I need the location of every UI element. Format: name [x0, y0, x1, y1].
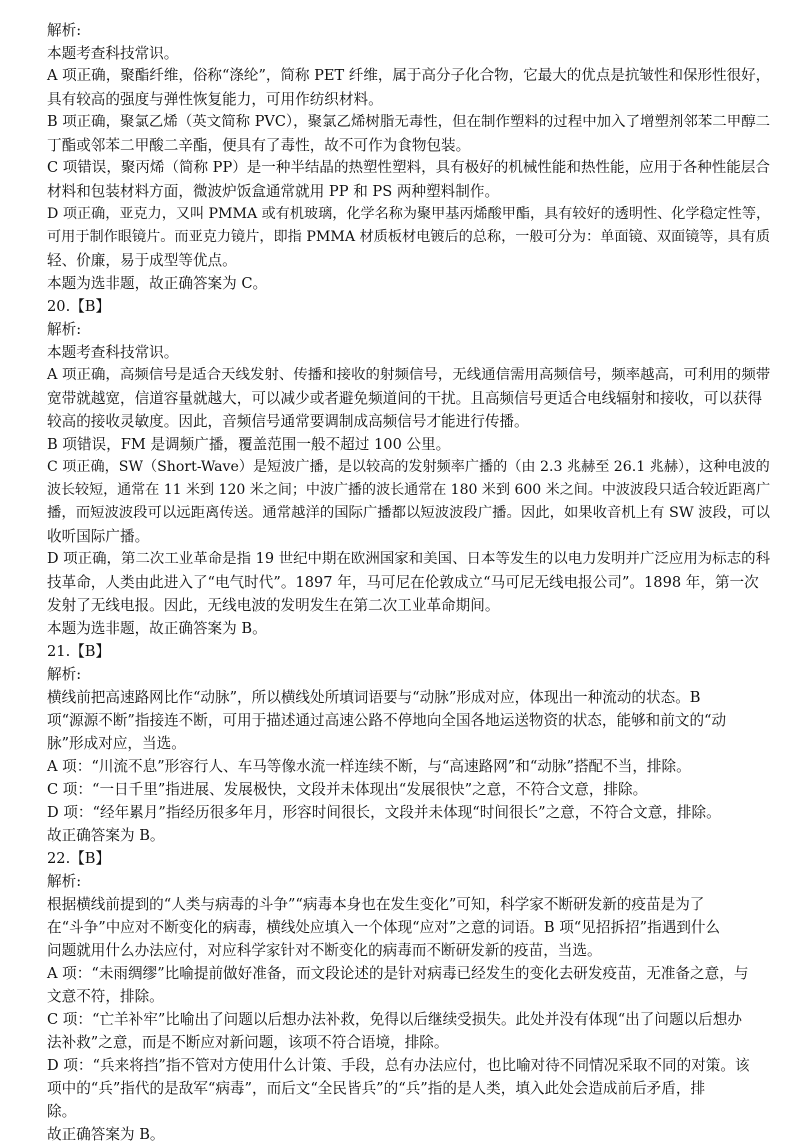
text-line: 法补救”之意，而是不断应对新问题，该项不符合语境，排除。 — [47, 1034, 449, 1051]
text-line: 21.【B】 — [47, 643, 111, 660]
text-line: B 项正确，聚氯乙烯（英文简称 PVC），聚氯乙烯树脂无毒性，但在制作塑料的过程中加入了增塑剂邻苯二甲醇二 — [47, 114, 771, 130]
text-line: D 项：“兵来将挡”指不管对方使用什么计策、手段，总有办法应付，也比喻对待不同情况采取不同的对策。该 — [47, 1057, 750, 1074]
text-line: A 项：“川流不息”形容行人、车马等像水流一样连续不断，与“高速路网”和“动脉”搭配不当，排除。 — [47, 758, 691, 775]
text-line: 解析: — [47, 321, 82, 338]
text-line: 丁酯或邻苯二甲酸二辛酯，便具有了毒性，故不可作为食物包装。 — [47, 137, 471, 154]
text-line: 本题为选非题，故正确答案为 B。 — [47, 620, 267, 637]
text-line: C 项错误，聚丙烯（简称 PP）是一种半结晶的热塑性塑料，具有极好的机械性能和热性能，应用于各种性能层合 — [47, 160, 770, 176]
text-line: C 项：“亡羊补牢”比喻出了问题以后想办法补救，免得以后继续受损失。此处并没有体现“出了问题以后想办 — [47, 1011, 742, 1028]
text-line: A 项正确，高频信号是适合天线发射、传播和接收的射频信号，无线通信需用高频信号，频率越高，可利用的频带 — [47, 367, 771, 383]
text-line: 本题为选非题，故正确答案为 C。 — [47, 275, 268, 292]
text-line: 20.【B】 — [47, 298, 111, 315]
text-line: 播，而短波波段可以远距离传送。通常越洋的国际广播都以短波波段广播。因此，如果收音机上有 SW 波段，可以 — [47, 505, 770, 521]
text-line: A 项：“未雨绸缪”比喻提前做好准备，而文段论述的是针对病毒已经发生的变化去研发疫苗，无准备之意，与 — [47, 965, 749, 982]
text-line: 问题就用什么办法应付，对应科学家针对不断变化的病毒而不断研发新的疫苗，当选。 — [47, 942, 602, 959]
text-line: D 项：“经年累月”指经历很多年月，形容时间很长，文段并未体现“时间很长”之意，不符合文意，排除。 — [47, 804, 721, 821]
text-line: 本题考查科技常识。 — [47, 344, 179, 361]
text-line: 具有较高的强度与弹性恢复能力，可用作纺织材料。 — [47, 91, 383, 108]
text-line: 22.【B】 — [47, 850, 111, 867]
text-line: 宽带就越宽，信道容量就越大，可以减少或者避免频道间的干扰。且高频信号更适合电线辐射和接收，可以获得 — [47, 390, 763, 407]
text-line: 可用于制作眼镜片。而亚克力镜片，即指 PMMA 材质板材电镀后的总称，一般可分为：单面镜、双面镜等，具有质 — [47, 229, 771, 245]
text-line: 波长较短，通常在 11 米到 120 米之间；中波广播的波长通常在 180 米到 600 米之间。中波波段只适合较近距离广 — [47, 482, 771, 498]
text-line: A 项正确，聚酯纤维，俗称“涤纶”，简称 PET 纤维，属于高分子化合物，它最大的优点是抗皱性和保形性很好， — [47, 68, 771, 84]
text-line: 收听国际广播。 — [47, 528, 150, 545]
text-line: 轻、价廉，易于成型等优点。 — [47, 252, 237, 269]
text-line: 技革命，人类由此进入了“电气时代”。1897 年，马可尼在伦敦成立“马可尼无线电报公司”。1898 年，第一次 — [47, 574, 759, 591]
text-line: 材料和包装材料方面，微波炉饭盒通常就用 PP 和 PS 两种塑料制作。 — [47, 183, 500, 200]
text-line: 故正确答案为 B。 — [47, 827, 165, 844]
text-line: 项中的“兵”指代的是敌军“病毒”，而后文“全民皆兵”的“兵”指的是人类，填入此处会造成前后矛盾，排 — [47, 1080, 706, 1097]
text-line: 故正确答案为 B。 — [47, 1126, 165, 1143]
text-line: 解析: — [47, 873, 82, 890]
text-line: B 项错误，FM 是调频广播，覆盖范围一般不超过 100 公里。 — [47, 436, 451, 453]
text-line: 在“斗争”中应对不断变化的病毒，横线处应填入一个体现“应对”之意的词语。B 项“见招拆招”指遇到什么 — [47, 919, 721, 936]
text-line: 文意不符，排除。 — [47, 988, 164, 1005]
text-line: D 项正确，亚克力，又叫 PMMA 或有机玻璃，化学名称为聚甲基丙烯酸甲酯，具有较好的透明性、化学稳定性等， — [47, 206, 771, 222]
text-line: 较高的接收灵敏度。因此，音频信号通常要调制成高频信号才能进行传播。 — [47, 413, 529, 430]
text-line: C 项正确，SW（Short-Wave）是短波广播，是以较高的发射频率广播的（由 2.3 兆赫至 26.1 兆赫），这种电波的 — [47, 459, 770, 475]
text-line: 除。 — [47, 1103, 77, 1120]
text-line: 项“源源不断”指接连不断，可用于描述通过高速公路不停地向全国各地运送物资的状态，能够和前文的“动 — [47, 712, 727, 729]
text-line: C 项：“一日千里”指进展、发展极快，文段并未体现出“发展很快”之意，不符合文意，排除。 — [47, 781, 648, 798]
text-line: 脉”形成对应，当选。 — [47, 735, 186, 752]
text-line: 发射了无线电报。因此，无线电波的发明发生在第二次工业革命期间。 — [47, 597, 500, 614]
text-line: D 项正确，第二次工业革命是指 19 世纪中期在欧洲国家和美国、日本等发生的以电力发明并广泛应用为标志的科 — [47, 551, 771, 567]
text-line: 本题考查科技常识。 — [47, 45, 179, 62]
text-line: 解析: — [47, 666, 82, 683]
text-line: 根据横线前提到的“人类与病毒的斗争”“病毒本身也在发生变化”可知，科学家不断研发新的疫苗是为了 — [47, 896, 705, 913]
text-line: 解析: — [47, 22, 82, 39]
text-line: 横线前把高速路网比作“动脉”，所以横线处所填词语要与“动脉”形成对应，体现出一种流动的状态。B — [47, 689, 701, 706]
